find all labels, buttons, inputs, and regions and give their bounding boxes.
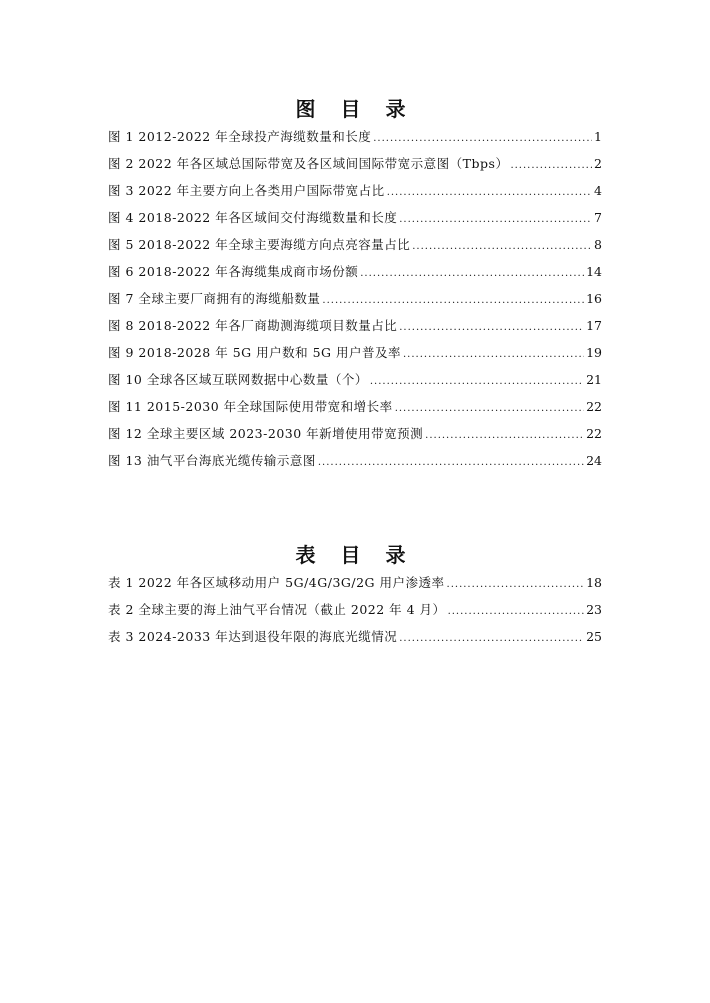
entry-title: 图 4 2018-2022 年各区域间交付海缆数量和长度	[108, 210, 398, 225]
entry-page-number: 4	[594, 183, 602, 198]
entry-page-number: 7	[594, 210, 602, 225]
entry-title: 图 2 2022 年各区域总国际带宽及各区域间国际带宽示意图（Tbps）	[108, 156, 509, 171]
tables-list-title: 表 目 录	[295, 543, 415, 567]
tables-list	[108, 573, 602, 654]
entry-title: 表 1 2022 年各区域移动用户 5G/4G/3G/2G 用户渗透率	[108, 575, 445, 590]
entry-page-number: 16	[586, 291, 602, 306]
entry-title: 图 3 2022 年主要方向上各类用户国际带宽占比	[108, 183, 385, 198]
entry-page-number: 21	[586, 372, 602, 387]
entry-title: 图 5 2018-2022 年全球主要海缆方向点亮容量占比	[108, 237, 411, 252]
entry-title: 图 1 2012-2022 年全球投产海缆数量和长度	[108, 129, 372, 144]
figure-entry[interactable]	[108, 262, 602, 289]
entry-title: 表 3 2024-2033 年达到退役年限的海底光缆情况	[108, 629, 398, 644]
dot-leader	[399, 322, 584, 333]
figure-entry[interactable]	[108, 370, 602, 397]
figure-entry[interactable]	[108, 208, 602, 235]
figure-entry[interactable]	[108, 424, 602, 451]
entry-page-number: 14	[586, 264, 602, 279]
dot-leader	[399, 214, 592, 225]
dot-leader	[425, 430, 584, 441]
entry-page-number: 1	[594, 129, 602, 144]
entry-page-number: 19	[586, 345, 602, 360]
dot-leader	[399, 633, 584, 644]
dot-leader	[387, 187, 592, 198]
dot-leader	[322, 295, 584, 306]
table-entry[interactable]	[108, 573, 602, 600]
figure-entry[interactable]	[108, 181, 602, 208]
dot-leader	[403, 349, 584, 360]
entry-page-number: 18	[586, 575, 602, 590]
figure-entry[interactable]	[108, 289, 602, 316]
entry-page-number: 23	[586, 602, 602, 617]
figures-list-title: 图 目 录	[295, 97, 415, 121]
figure-entry[interactable]	[108, 154, 602, 181]
entry-title: 图 6 2018-2022 年各海缆集成商市场份额	[108, 264, 359, 279]
figure-entry[interactable]	[108, 397, 602, 424]
dot-leader	[395, 403, 584, 414]
entry-title: 图 10 全球各区域互联网数据中心数量（个）	[108, 372, 368, 387]
entry-title: 图 7 全球主要厂商拥有的海缆船数量	[108, 291, 321, 306]
dot-leader	[360, 268, 584, 279]
table-entry[interactable]	[108, 600, 602, 627]
dot-leader	[412, 241, 592, 252]
entry-page-number: 8	[594, 237, 602, 252]
table-entry[interactable]	[108, 627, 602, 654]
figure-entry[interactable]	[108, 343, 602, 370]
entry-page-number: 17	[586, 318, 602, 333]
entry-title: 图 11 2015-2030 年全球国际使用带宽和增长率	[108, 399, 393, 414]
entry-page-number: 25	[586, 629, 602, 644]
figure-entry[interactable]	[108, 451, 602, 478]
entry-title: 图 9 2018-2028 年 5G 用户数和 5G 用户普及率	[108, 345, 401, 360]
dot-leader	[510, 160, 592, 171]
dot-leader	[373, 133, 592, 144]
figure-entry[interactable]	[108, 316, 602, 343]
entry-title: 图 13 油气平台海底光缆传输示意图	[108, 453, 316, 468]
entry-title: 图 8 2018-2022 年各厂商勘测海缆项目数量占比	[108, 318, 398, 333]
figure-entry[interactable]	[108, 127, 602, 154]
entry-page-number: 22	[586, 426, 602, 441]
dot-leader	[318, 457, 584, 468]
entry-title: 图 12 全球主要区域 2023-2030 年新增使用带宽预测	[108, 426, 424, 441]
entry-page-number: 24	[586, 453, 602, 468]
entry-page-number: 22	[586, 399, 602, 414]
dot-leader	[448, 606, 585, 617]
entry-title: 表 2 全球主要的海上油气平台情况（截止 2022 年 4 月）	[108, 602, 446, 617]
dot-leader	[370, 376, 584, 387]
entry-page-number: 2	[594, 156, 602, 171]
figures-list	[108, 127, 602, 478]
dot-leader	[447, 579, 585, 590]
figure-entry[interactable]	[108, 235, 602, 262]
